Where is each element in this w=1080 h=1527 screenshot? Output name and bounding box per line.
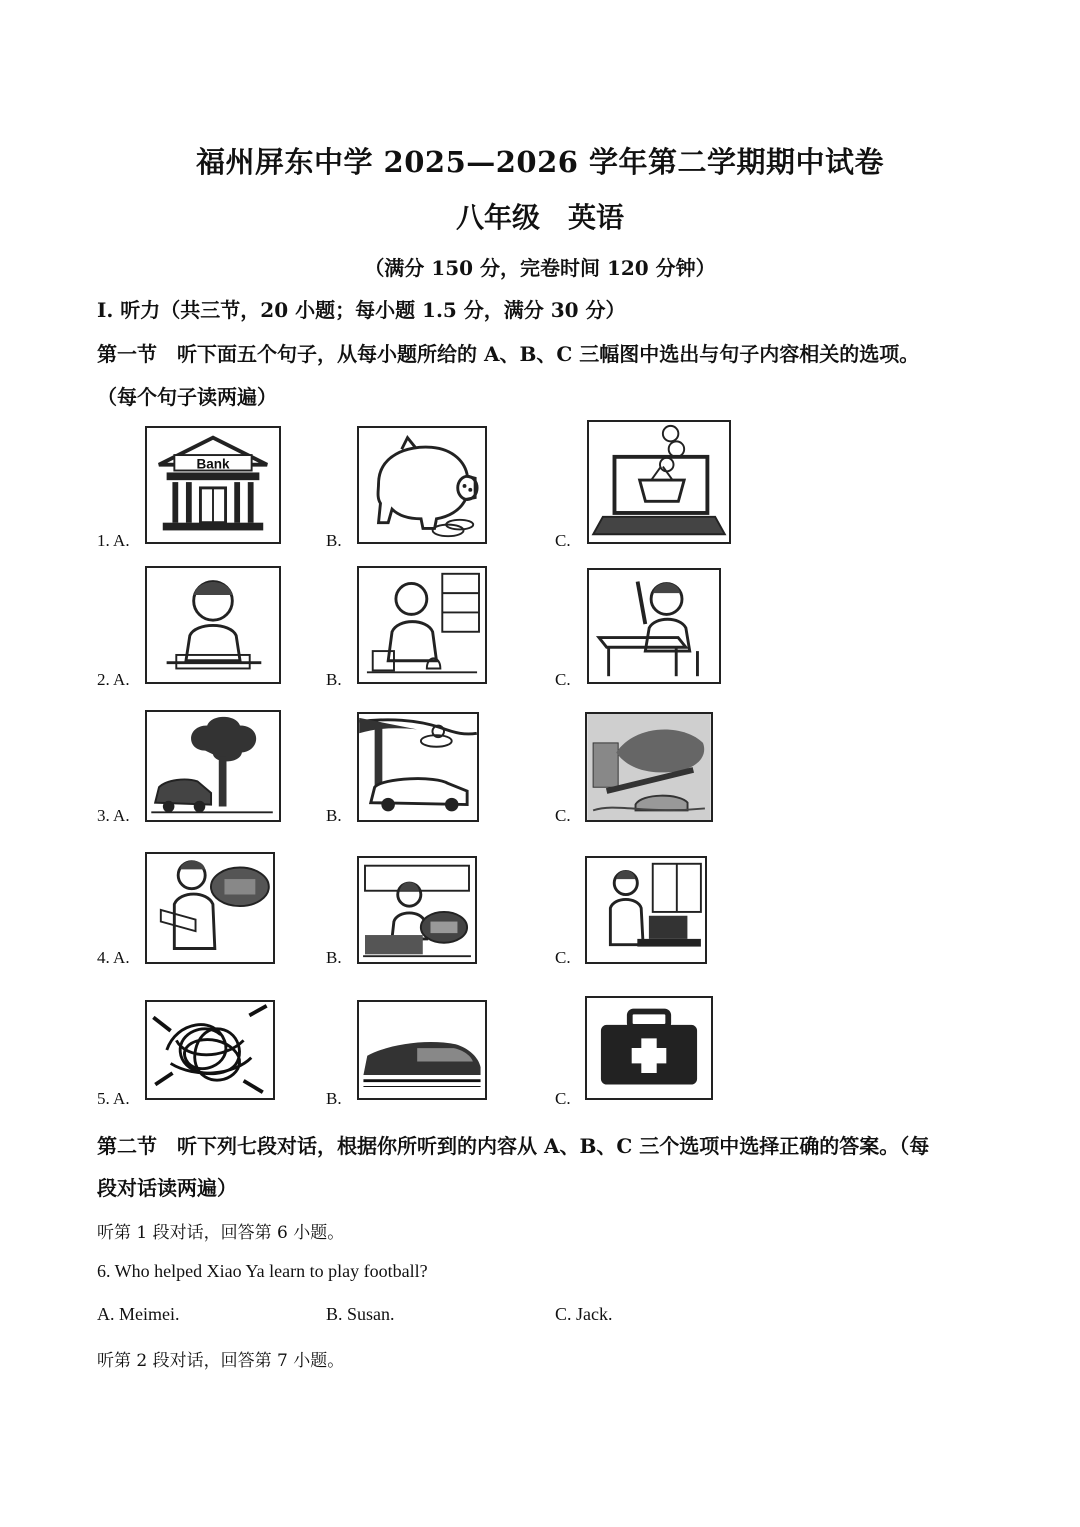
option-label: C. [555,670,571,689]
first-aid-kit-icon [587,998,711,1098]
computer-user-icon [359,858,475,962]
man-at-computer-picture [357,856,477,964]
boy-writing-icon [147,568,279,682]
lab-scientist-icon [359,568,485,682]
train-icon [359,1002,485,1098]
option-label: B. [326,1089,342,1108]
raise-hand-icon [589,570,719,682]
exam-score-note: （满分 150 分，完卷时间 120 分钟） [364,256,716,280]
exam-title: 福州屏东中学 2025—2026 学年第二学期期中试卷 [195,145,885,179]
exam-subtitle: 八年级 英语 [455,201,624,234]
tree-and-car-picture [145,710,281,822]
option-label: 2. A. [97,670,130,689]
piggy-bank-picture [357,426,487,544]
man-reading-picture [145,852,275,964]
part1-heading: 第一节 听下面五个句子，从每小题所给的 A、B、C 三幅图中选出与句子内容相关的选项。 [97,342,920,366]
reading-icon [147,854,273,962]
option-label: 1. A. [97,531,130,550]
laptop-user-icon [587,858,705,962]
option-label: 5. A. [97,1089,130,1108]
option-label: C. [555,806,571,825]
bank-picture [145,426,281,544]
tree-car-icon [147,712,279,820]
dialog-1-instruction: 听第 1 段对话，回答第 6 小题。 [97,1223,345,1243]
option-label: C. [555,1089,571,1108]
bird-nest-car-icon [359,714,477,820]
storm-damage-icon [587,714,711,820]
laptop-shopping-icon [589,422,729,542]
bank-icon [147,428,279,542]
tangled-cable-icon [147,1002,273,1098]
boy-writing-picture [145,566,281,684]
part2-heading: 第二节 听下列七段对话，根据你所听到的内容从 A、B、C 三个选项中选择正确的答案。（每 [97,1134,930,1158]
man-with-laptop-picture [585,856,707,964]
option-label: C. [555,531,571,550]
student-raising-hand-picture [587,568,721,684]
option-label: B. [326,670,342,689]
question-6-option-a: A. Meimei. [97,1304,180,1324]
section-heading: I. 听力（共三节，20 小题；每小题 1.5 分，满分 30 分） [97,298,626,322]
bank-sign-text: Bank [196,456,230,472]
online-shopping-picture [587,420,731,544]
dialog-2-instruction: 听第 2 段对话，回答第 7 小题。 [97,1351,345,1371]
first-aid-kit-picture [585,996,713,1100]
piggy-bank-icon [359,428,485,542]
bird-nest-and-car-picture [357,712,479,822]
question-6: 6. Who helped Xiao Ya learn to play football? [97,1261,428,1281]
fallen-tree-picture [585,712,713,822]
option-label: B. [326,948,342,967]
option-label: C. [555,948,571,967]
part1-note: （每个句子读两遍） [97,385,277,409]
tangled-wires-picture [145,1000,275,1100]
option-label: 3. A. [97,806,130,825]
part2-heading-continued: 段对话读两遍） [97,1176,237,1200]
scientist-lab-picture [357,566,487,684]
option-label: B. [326,531,342,550]
question-6-option-c: C. Jack. [555,1304,613,1324]
high-speed-train-picture [357,1000,487,1100]
option-label: B. [326,806,342,825]
question-6-option-b: B. Susan. [326,1304,395,1324]
option-label: 4. A. [97,948,130,967]
